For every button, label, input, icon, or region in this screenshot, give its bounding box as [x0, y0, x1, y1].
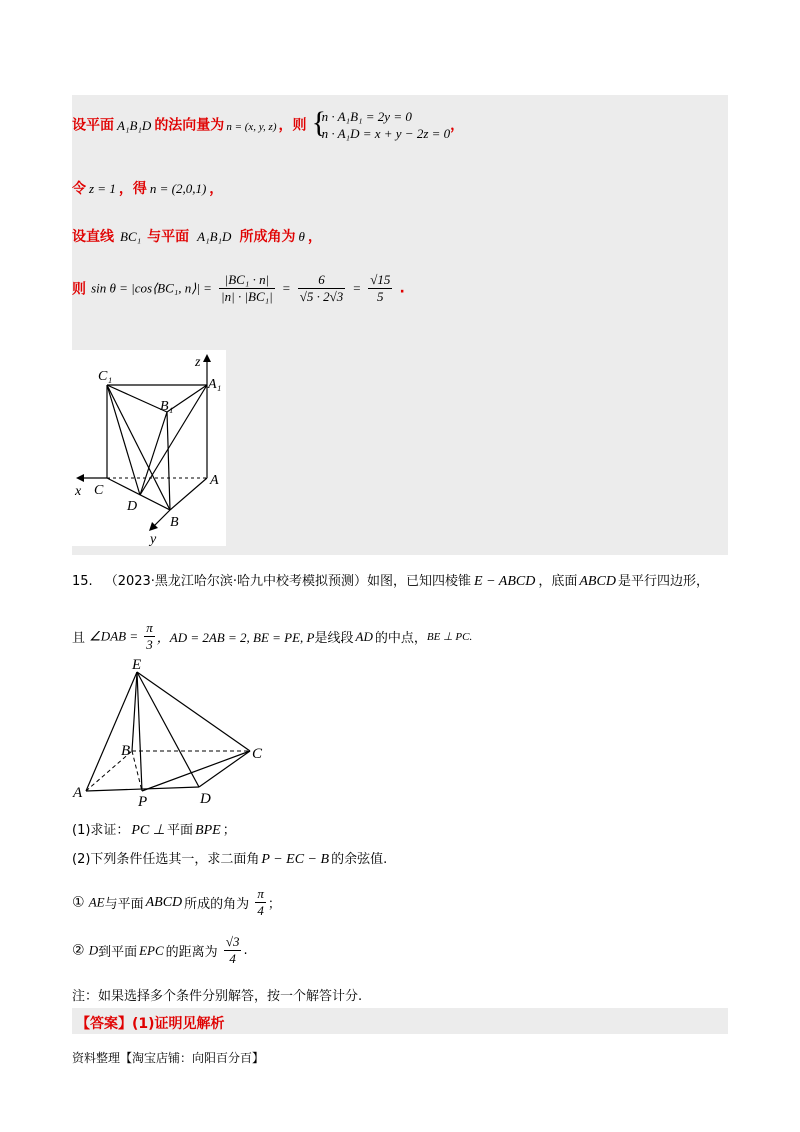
line3-mid: 与平面	[147, 229, 190, 245]
eq1: n · A₁B₁ = 2y = 0	[321, 109, 412, 124]
eq2: n · A₁D = x + y − 2z = 0	[321, 126, 451, 141]
condition-1: ① AE与平面 ABCD 所成的角为 $\frac{\pi}{4}$ ；	[72, 886, 281, 918]
pi-over-4: $\frac{\pi}{4}$	[257, 886, 264, 918]
line3-line: BC₁	[120, 229, 142, 244]
label-d: D	[127, 499, 138, 514]
label-a1: A₁	[208, 377, 222, 392]
question-1: (1)求证： PC ⊥ 平面 BPE ；	[72, 823, 236, 838]
line3-theta: θ	[298, 229, 305, 244]
fraction-1: $\frac{\text{|BC₁ · n|}}{\text{|n| · |BC₁|}}$	[221, 272, 273, 304]
conditions: ，AD = 2AB = 2, BE = PE, P	[156, 630, 315, 645]
pyramid-name: E − ABCD	[474, 574, 536, 589]
label-e: E	[132, 657, 142, 673]
angle-dab: ∠DAB =	[89, 628, 139, 644]
edge-ea	[86, 672, 137, 791]
equation-system: { n · A₁B₁ = 2y = 0 n · A₁D = x + y − 2z = 0	[311, 106, 451, 141]
solution-line-1	[72, 108, 464, 142]
label-z: z	[195, 355, 201, 370]
solution-line-3	[72, 226, 322, 246]
label-b1: B₁	[160, 399, 174, 414]
line1-plane: A₁B₁D	[117, 117, 152, 133]
answer-label: 【答案】(1)证明见解析	[76, 1016, 225, 1032]
question-2: (2)下列条件任选其一，求二面角 P − EC − B 的余弦值.	[72, 852, 388, 867]
label-x: x	[75, 484, 82, 499]
pi-over-3: $\frac{\pi}{3}$	[146, 620, 153, 652]
fraction-3: $\frac{√15}{5}$	[370, 272, 391, 304]
line1-vec: n = (x, y, z)	[226, 120, 277, 133]
edge-pc	[142, 751, 250, 791]
solution-line-2	[72, 178, 223, 198]
label-d: D	[200, 791, 211, 807]
line4-prefix: 则	[72, 281, 86, 298]
sqrt3-over-4: $\frac{√3}{4}$	[225, 934, 240, 966]
prism-figure-bg	[72, 350, 226, 546]
prism-figure	[72, 350, 226, 546]
problem-number: 15.	[72, 574, 93, 589]
line1-prefix: 设平面	[72, 117, 114, 134]
edge-eb	[132, 672, 137, 751]
line3-mid2: 所成角为	[239, 229, 296, 245]
label-b: B	[121, 743, 131, 759]
label-y: y	[150, 532, 157, 546]
scoring-note: 注：如果选择多个条件分别解答，按一个解答计分.	[72, 989, 363, 1004]
label-a: A	[210, 473, 219, 488]
label-c1: C₁	[98, 369, 113, 384]
line2-prefix: 令	[72, 181, 86, 197]
base-name: ABCD	[579, 574, 616, 589]
perp-condition: BE ⊥ PC.	[426, 631, 473, 643]
line2-end: ，	[209, 181, 224, 197]
condition-2: ② D到平面 EPC 的距离为 $\frac{√3}{4}$ .	[72, 934, 248, 966]
solution-line-4: 则 sin θ = |cos⟨BC₁, n⟩| = $\frac{\text{|BC₁ · n|}}{\text{|n| · |BC₁|}}$ = $\frac{6}{√5 \cdot 2√3}$ = $\frac{√15}{5}$ .	[72, 272, 405, 304]
pyramid-figure	[72, 655, 272, 807]
label-b: B	[170, 515, 179, 530]
label-c: C	[94, 483, 104, 498]
problem-source: （2023·黑龙江哈尔滨·哈九中校考模拟预测）如图，已知四棱锥	[104, 574, 472, 589]
problem-statement-line-1: 15. （2023·黑龙江哈尔滨·哈九中校考模拟预测）如图，已知四棱锥 E − ABCD ，底面 ABCD 是平行四边形，	[72, 574, 709, 589]
label-p: P	[138, 794, 148, 807]
edge-dc	[199, 751, 250, 787]
line1-mid: 的法向量为	[154, 117, 225, 134]
fraction-2: $\frac{6}{√5 \cdot 2√3}$	[299, 272, 344, 304]
line2-z: z = 1	[89, 181, 116, 196]
edge-ed	[137, 672, 199, 787]
line3-end: ，	[307, 229, 322, 245]
footer-text: 资料整理【淘宝店铺：向阳百分百】	[72, 1051, 265, 1065]
line1-then: ，则	[278, 117, 307, 134]
label-a: A	[73, 785, 83, 801]
label-c: C	[252, 746, 263, 762]
edge-ec	[137, 672, 250, 751]
line1-end: ，	[450, 117, 465, 134]
line4-lhs: sin θ = |cos⟨BC₁, n⟩| =	[91, 280, 212, 296]
line2-n: n = (2,0,1)	[149, 181, 207, 196]
line3-prefix: 设直线	[72, 229, 114, 245]
problem-statement-line-2: 且 ∠DAB = $\frac{\pi}{3}$ ，AD = 2AB = 2, BE = PE, P是线段 AD 的中点，BE ⊥ PC.	[72, 620, 473, 652]
line2-mid: ，得	[118, 181, 147, 197]
line3-plane: A₁B₁D	[197, 229, 232, 244]
